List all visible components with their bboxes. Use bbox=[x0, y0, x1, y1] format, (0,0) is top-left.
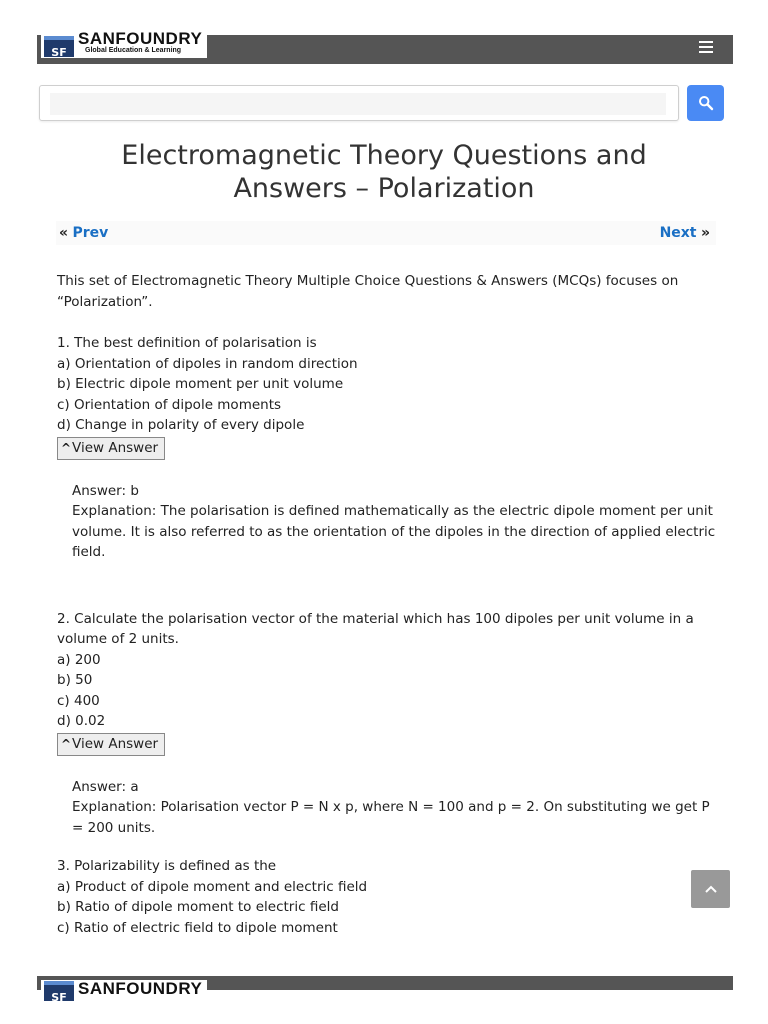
chevron-up-icon: ^ bbox=[60, 736, 72, 751]
option-text: b) Electric dipole moment per unit volume bbox=[57, 376, 344, 392]
next-link[interactable]: Next bbox=[659, 225, 697, 241]
view-answer-button[interactable] bbox=[57, 437, 165, 460]
prev-arrow: « bbox=[59, 225, 69, 241]
option-text: d) 0.02 bbox=[57, 713, 106, 729]
answer-text: Answer: b bbox=[72, 482, 139, 499]
site-logo[interactable] bbox=[41, 979, 207, 1004]
page-title bbox=[60, 139, 708, 205]
prev-next-nav bbox=[56, 221, 716, 245]
view-answer-label: View Answer bbox=[72, 735, 159, 752]
prev-nav bbox=[59, 221, 108, 245]
chevron-up-icon: ^ bbox=[60, 440, 72, 455]
view-answer-label: View Answer bbox=[72, 439, 159, 456]
logo-tagline: Global Education & Learning bbox=[85, 47, 182, 54]
view-answer-button[interactable] bbox=[57, 733, 165, 756]
option-text: b) 50 bbox=[57, 672, 93, 688]
question-text: 1. The best definition of polarisation is bbox=[57, 335, 317, 351]
search-icon bbox=[698, 95, 714, 111]
article-body bbox=[57, 271, 717, 938]
next-nav bbox=[660, 221, 710, 245]
option-text: d) Change in polarity of every dipole bbox=[57, 417, 305, 433]
question-text: 3. Polarizability is defined as the bbox=[57, 858, 277, 874]
intro-text: This set of Electromagnetic Theory Multiple Choice Questions & Answers (MCQs) focuses on bbox=[57, 273, 679, 289]
search-input[interactable] bbox=[50, 93, 666, 115]
search-button[interactable] bbox=[687, 85, 724, 121]
page-title-line2: Answers – Polarization bbox=[233, 173, 535, 204]
site-header bbox=[37, 29, 733, 64]
option-text: b) Ratio of dipole moment to electric field bbox=[57, 899, 339, 915]
prev-link[interactable]: Prev bbox=[72, 225, 109, 241]
site-footer-bar bbox=[37, 976, 733, 1004]
answer-block bbox=[57, 481, 717, 563]
question-text: 2. Calculate the polarisation vector of the material which has 100 dipoles per unit volume in a bbox=[57, 610, 694, 627]
explanation-text: Explanation: Polarisation vector P = N x p, where N = 100 and p = 2. On substituting we get P = 200 units. bbox=[72, 799, 710, 836]
logo-mark: SF bbox=[44, 981, 74, 1001]
answer-block bbox=[57, 777, 717, 839]
hamburger-icon[interactable] bbox=[699, 41, 713, 53]
option-text: c) Ratio of electric field to dipole moment bbox=[57, 919, 338, 936]
option-text: a) 200 bbox=[57, 651, 101, 668]
option-text: c) Orientation of dipole moments bbox=[57, 396, 282, 413]
explanation-text: Explanation: The polarisation is defined mathematically as the electric dipole moment per unit volume. It is also referred to as the orientation of the dipoles in the direction of applied electric field. bbox=[72, 503, 716, 560]
logo-mark: SF bbox=[44, 36, 74, 57]
question-text: volume of 2 units. bbox=[57, 631, 179, 647]
scroll-top-button[interactable] bbox=[691, 870, 730, 908]
option-text: a) Product of dipole moment and electric field bbox=[57, 878, 368, 895]
option-text: c) 400 bbox=[57, 692, 100, 709]
next-arrow: » bbox=[700, 225, 710, 241]
site-logo[interactable] bbox=[41, 29, 207, 59]
intro-text: “Polarization”. bbox=[57, 293, 153, 310]
logo-name: SANFOUNDRY bbox=[78, 979, 203, 998]
logo-name: SANFOUNDRY bbox=[78, 29, 203, 48]
page-title-line1: Electromagnetic Theory Questions and bbox=[121, 140, 647, 171]
answer-text: Answer: a bbox=[72, 778, 139, 795]
chevron-up-icon bbox=[704, 884, 718, 894]
search-box bbox=[39, 85, 679, 121]
option-text: a) Orientation of dipoles in random direction bbox=[57, 355, 358, 372]
